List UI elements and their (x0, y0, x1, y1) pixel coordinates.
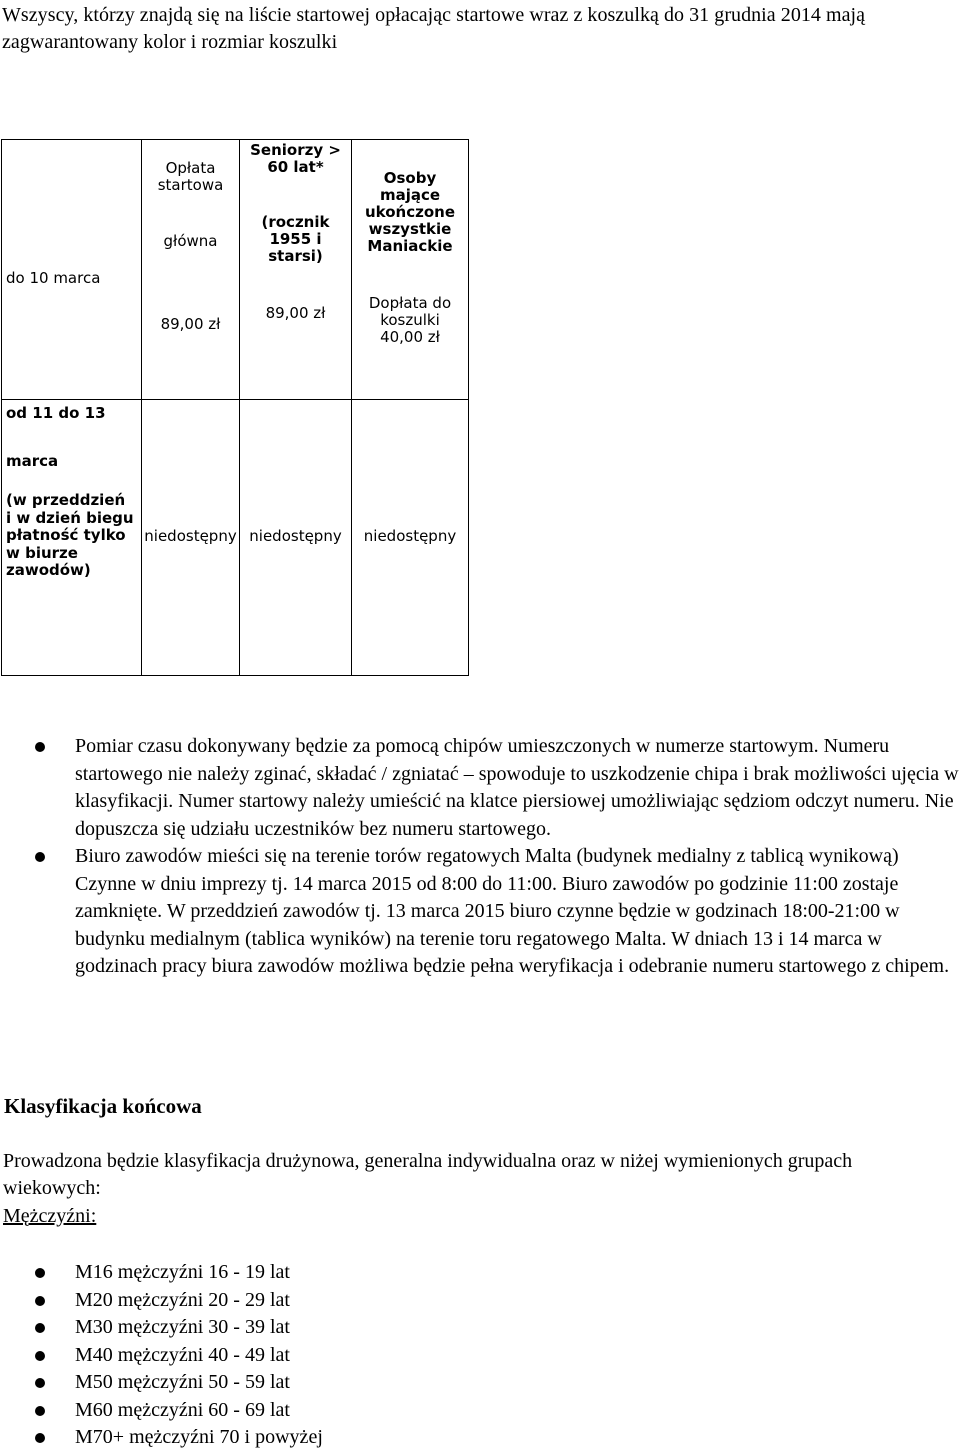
classification-intro: Prowadzona będzie klasyfikacja drużynowa, generalna indywidualna oraz w niżej wymienionych grupach wiekowych: (3, 1150, 853, 1199)
age-group-label: M30 mężczyźni 30 - 39 lat (75, 1316, 290, 1338)
age-group-label: M40 mężczyźni 40 - 49 lat (75, 1343, 290, 1366)
senior-fee-title-3: (rocznik (261, 213, 330, 231)
late-senior-fee-cell (240, 400, 352, 676)
bullet-icon (35, 1433, 45, 1443)
list-item (0, 1397, 323, 1425)
list-item (0, 733, 960, 843)
list-item (0, 1369, 323, 1397)
senior-fee-title-4: 1955 i (269, 230, 322, 248)
bullet-icon (35, 1378, 45, 1388)
late-senior-fee-value: niedostępny (249, 527, 342, 545)
list-item (0, 843, 960, 981)
table-row (2, 140, 469, 400)
bullet-icon (35, 1406, 45, 1416)
age-group-label: M16 mężczyźni 16 - 19 lat (75, 1261, 290, 1283)
timing-info: Pomiar czasu dokonywany będzie za pomocą chipów umieszczonych w numerze startowym. Numeru startowego nie należy zginać, składać / zgniatać – spowoduje to uszkodzenie chipa i brak możliwości ujęcia w klasyfikacji. Numer startowy należy umieścić na klatce piersiowej umożliwiając sędziom odczyt numeru. Nie dopuszcza się udziału uczestników bez numeru startowego. (75, 735, 959, 840)
age-group-label: M70+ mężczyźni 70 i powyżej (75, 1426, 323, 1448)
table-row (2, 400, 469, 676)
senior-fee-value: 89,00 zł (265, 304, 326, 322)
main-fee-title-2: startowa (157, 176, 224, 194)
age-group-list (0, 1259, 323, 1452)
bullet-icon (35, 1351, 45, 1361)
main-fee-title-1: Opłata (165, 159, 216, 177)
bullet-icon (35, 742, 45, 752)
late-period-line-2: marca (6, 452, 59, 470)
period-cell (2, 140, 142, 400)
late-maniac-fee-cell (352, 400, 469, 676)
info-list (0, 733, 960, 981)
bullet-icon (35, 1296, 45, 1306)
bullet-icon (35, 1268, 45, 1278)
late-main-fee-cell (142, 400, 240, 676)
senior-fee-title-2: 60 lat* (267, 158, 324, 176)
fee-table (1, 139, 469, 676)
page-heading: Wszyscy, którzy znajdą się na liście startowej opłacając startowe wraz z koszulką do 31 grudnia 2014 mają zagwarantowany kolor i rozmiar koszulki (2, 4, 866, 53)
maniac-title-4: wszystkie (368, 220, 452, 238)
maniac-sub-3: 40,00 zł (380, 328, 440, 346)
late-maniac-fee-value: niedostępny (363, 527, 457, 545)
maniac-title-1: Osoby (383, 169, 437, 187)
late-main-fee-value: niedostępny (144, 527, 237, 545)
section-heading: Klasyfikacja końcowa (4, 1094, 202, 1118)
list-item (0, 1287, 323, 1315)
list-item (0, 1424, 323, 1452)
maniac-title-3: ukończone (364, 203, 455, 221)
senior-fee-title-5: starsi) (268, 247, 323, 265)
main-fee-cell (142, 140, 240, 400)
list-item (0, 1314, 323, 1342)
main-fee-title-3: główna (163, 232, 218, 250)
late-period-cell (2, 400, 142, 676)
list-item (0, 1342, 323, 1370)
maniac-sub-2: koszulki (380, 311, 440, 329)
senior-fee-title-1: Seniorzy > (250, 141, 341, 159)
maniac-fee-cell (352, 140, 469, 400)
period-label: do 10 marca (6, 269, 101, 287)
race-office-info: Biuro zawodów mieści się na terenie torów regatowych Malta (budynek medialny z tablicą wynikową) Czynne w dniu imprezy tj. 14 marca 2015 od 8:00 do 11:00. Biuro zawodów po godzinie 11:00 zostaje zamknięte. W przeddzień zawodów tj. 13 marca 2015 biuro czynne będzie w godzinach 18:00-21:00 w budynku medialnym (tablica wyników) na terenie toru regatowego Malta. W dniach 13 i 14 marca w godzinach pracy biura zawodów możliwa będzie pełna weryfikacja i odebranie numeru startowego z chipem. (75, 845, 950, 977)
list-item (0, 1259, 323, 1287)
age-group-label: M20 mężczyźni 20 - 29 lat (75, 1288, 290, 1311)
maniac-sub-1: Dopłata do (368, 294, 452, 312)
men-label: Mężczyźni: (3, 1205, 97, 1227)
age-group-label: M50 mężczyźni 50 - 59 lat (75, 1371, 290, 1393)
late-period-line-1: od 11 do 13 (6, 404, 106, 422)
main-fee-value: 89,00 zł (160, 315, 221, 333)
maniac-title-5: Maniackie (367, 237, 453, 255)
senior-fee-cell (240, 140, 352, 400)
maniac-title-2: mające (379, 186, 441, 204)
age-group-label: M60 mężczyźni 60 - 69 lat (75, 1398, 290, 1421)
bullet-icon (35, 852, 45, 862)
late-period-note: (w przeddzień i w dzień biegu płatność tylko w biurze zawodów) (6, 491, 134, 579)
bullet-icon (35, 1323, 45, 1333)
